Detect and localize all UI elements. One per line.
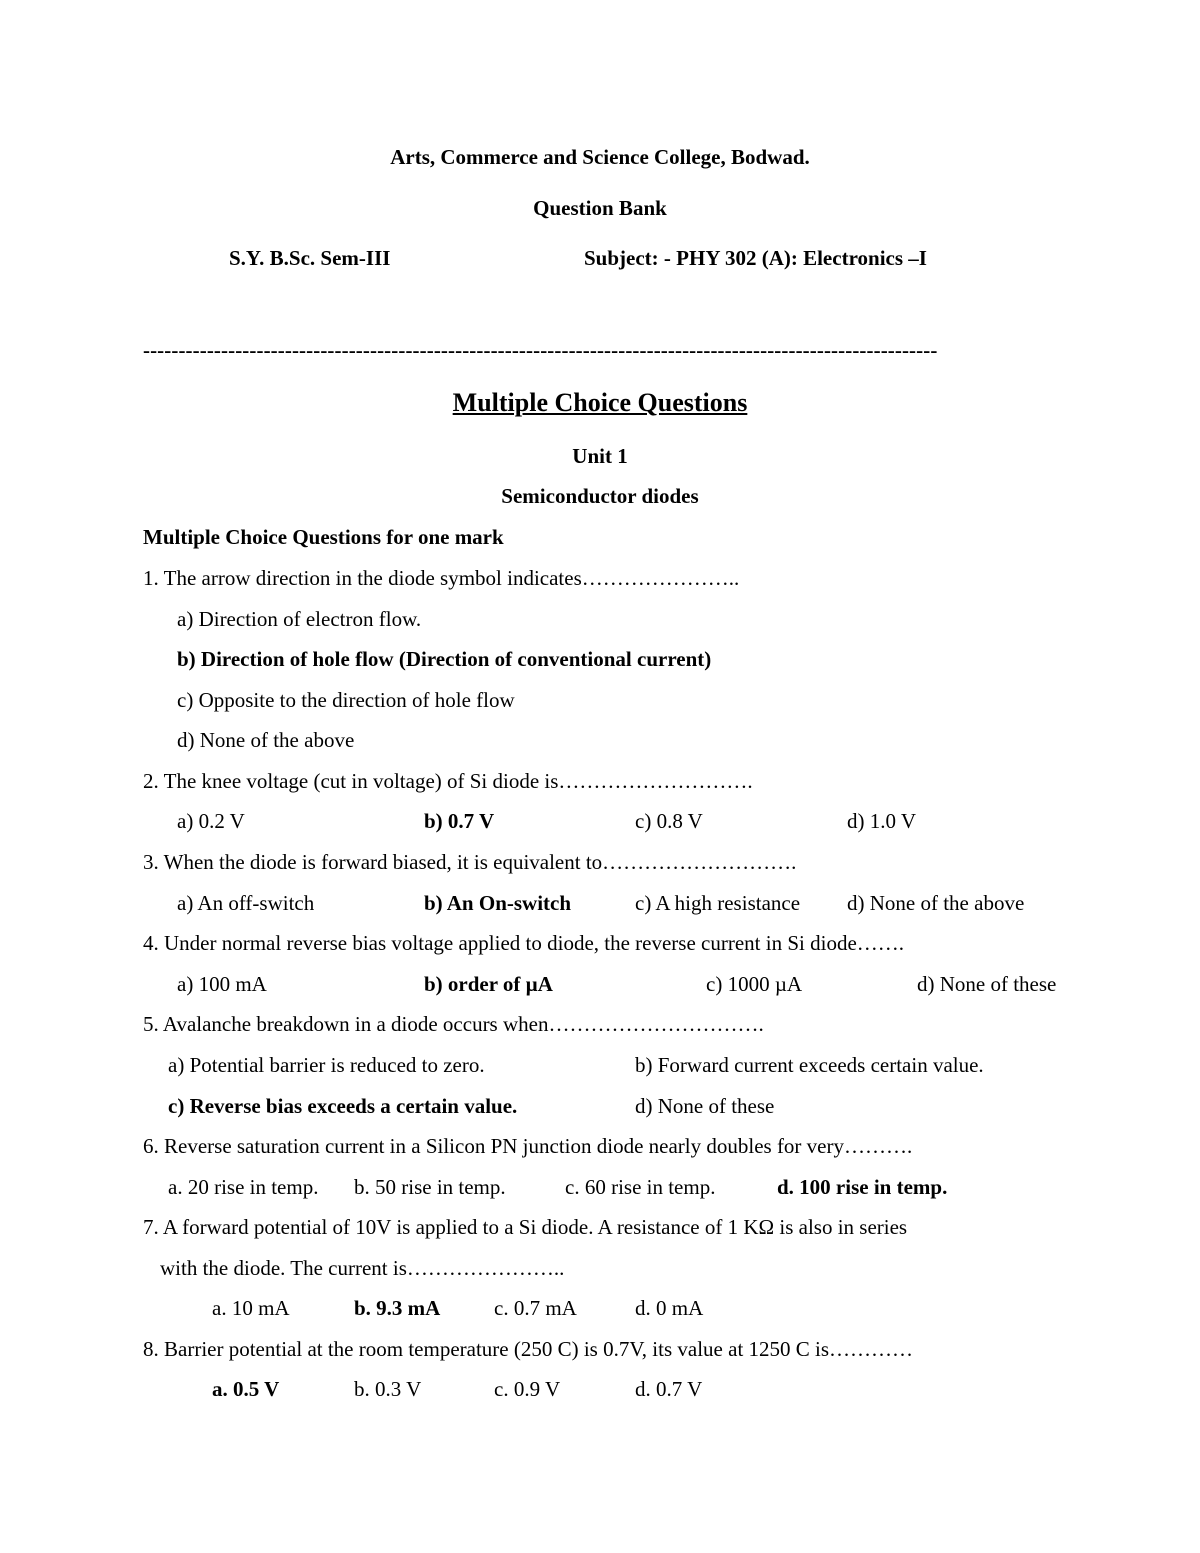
q4-option-a: a) 100 mA (177, 972, 267, 996)
q7-option-b-answer: b. 9.3 mA (354, 1296, 441, 1320)
college-name: Arts, Commerce and Science College, Bodwad. (390, 145, 810, 169)
question-8: 8. Barrier potential at the room temperature (250 C) is 0.7V, its value at 1250 C is………… (143, 1337, 914, 1361)
q6-option-c: c. 60 rise in temp. (565, 1175, 716, 1199)
q2-option-c: c) 0.8 V (635, 809, 703, 833)
q8-option-a-answer: a. 0.5 V (212, 1377, 280, 1401)
question-2: 2. The knee voltage (cut in voltage) of Si diode is………………………. (143, 769, 753, 793)
q1-option-c: c) Opposite to the direction of hole flow (177, 688, 515, 712)
q3-option-a: a) An off-switch (177, 891, 315, 915)
section-title: Multiple Choice Questions (452, 388, 748, 417)
q1-option-b-answer: b) Direction of hole flow (Direction of conventional current) (177, 647, 712, 671)
q3-option-c: c) A high resistance (635, 891, 801, 915)
q6-option-b: b. 50 rise in temp. (354, 1175, 506, 1199)
q7-option-a: a. 10 mA (212, 1296, 290, 1320)
question-6: 6. Reverse saturation current in a Silicon PN junction diode nearly doubles for very………. (143, 1134, 913, 1158)
q3-option-b-answer: b) An On-switch (424, 891, 572, 915)
q2-option-b-answer: b) 0.7 V (424, 809, 495, 833)
subject-label: Subject: - PHY 302 (A): Electronics –I (584, 246, 927, 270)
question-3: 3. When the diode is forward biased, it is equivalent to………………………. (143, 850, 797, 874)
q6-option-a: a. 20 rise in temp. (168, 1175, 319, 1199)
q8-option-d: d. 0.7 V (635, 1377, 703, 1401)
divider-line: ---------------------------------------------------------------------------------------------------------------- (143, 340, 938, 361)
class-label: S.Y. B.Sc. Sem-III (229, 246, 391, 270)
q2-option-a: a) 0.2 V (177, 809, 245, 833)
q4-option-b-answer: b) order of µA (424, 972, 553, 996)
q3-option-d: d) None of the above (847, 891, 1025, 915)
q4-option-d: d) None of these (917, 972, 1057, 996)
q7-option-d: d. 0 mA (635, 1296, 704, 1320)
document-type: Question Bank (533, 196, 667, 220)
question-4: 4. Under normal reverse bias voltage applied to diode, the reverse current in Si diode……. (143, 931, 905, 955)
section-subheading: Multiple Choice Questions for one mark (143, 525, 504, 549)
q7-option-c: c. 0.7 mA (494, 1296, 577, 1320)
question-7: 7. A forward potential of 10V is applied to a Si diode. A resistance of 1 KΩ is also in series (143, 1215, 908, 1239)
q5-option-a: a) Potential barrier is reduced to zero. (168, 1053, 485, 1077)
q8-option-c: c. 0.9 V (494, 1377, 561, 1401)
q1-option-a: a) Direction of electron flow. (177, 607, 422, 631)
question-5: 5. Avalanche breakdown in a diode occurs when…………………………. (143, 1012, 764, 1036)
q4-option-c: c) 1000 µA (706, 972, 803, 996)
q5-option-b: b) Forward current exceeds certain value. (635, 1053, 984, 1077)
q1-option-d: d) None of the above (177, 728, 355, 752)
q8-option-b: b. 0.3 V (354, 1377, 422, 1401)
q6-option-d-answer: d. 100 rise in temp. (777, 1175, 948, 1199)
question-1: 1. The arrow direction in the diode symbol indicates………………….. (143, 566, 740, 590)
unit-number: Unit 1 (572, 444, 628, 468)
q5-option-c-answer: c) Reverse bias exceeds a certain value. (168, 1094, 518, 1118)
q5-option-d: d) None of these (635, 1094, 775, 1118)
question-7-continued: with the diode. The current is………………….. (160, 1256, 565, 1280)
q2-option-d: d) 1.0 V (847, 809, 917, 833)
unit-title: Semiconductor diodes (501, 484, 699, 508)
